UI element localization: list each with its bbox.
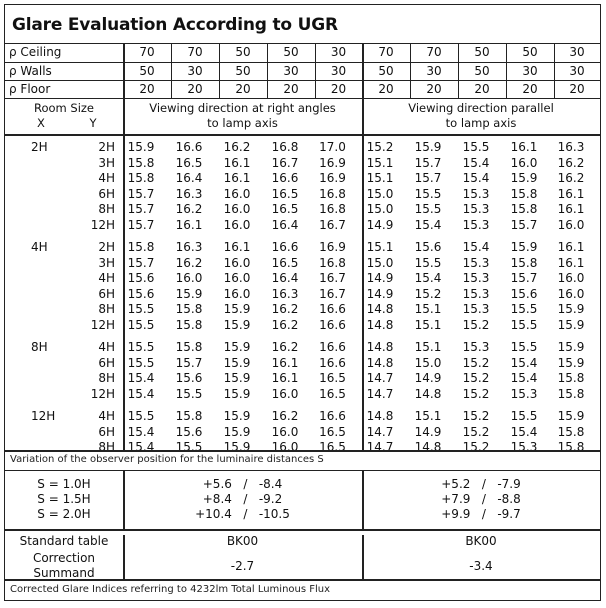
- ugr-value: 15.9: [557, 340, 585, 354]
- divider: [506, 43, 507, 98]
- ugr-value: 15.5: [510, 302, 538, 316]
- ugr-value: 15.7: [414, 171, 442, 185]
- ugr-value: 15.3: [462, 255, 490, 270]
- ugr-value: 15.6: [127, 271, 155, 285]
- ugr-value: 16.1: [557, 186, 585, 201]
- reflectance-value: 20: [330, 82, 347, 96]
- reflectance-value: 30: [522, 64, 538, 78]
- divider: [171, 43, 172, 98]
- ugr-value: 15.7: [510, 271, 538, 285]
- room-y-label: 12H: [90, 217, 115, 232]
- ugr-value: 15.2: [462, 371, 490, 385]
- divider: [315, 43, 316, 98]
- ugr-value: 16.5: [175, 155, 203, 170]
- ugr-value: 15.1: [366, 171, 394, 185]
- reflectance-value: 50: [235, 45, 251, 59]
- ugr-value: 16.1: [223, 240, 251, 254]
- ugr-value: 15.4: [127, 424, 155, 439]
- room-y-label: 8H: [98, 440, 115, 454]
- ugr-value: 15.5: [127, 340, 155, 354]
- standard-table-parallel: BK00: [465, 534, 497, 548]
- reflectance-label-floor: ρ Floor: [9, 82, 51, 96]
- ugr-value: 15.1: [366, 240, 394, 254]
- ugr-value: 15.3: [462, 271, 490, 285]
- room-size-x-header: X: [37, 116, 45, 130]
- ugr-value: 15.7: [175, 355, 203, 370]
- ugr-value: 15.6: [127, 286, 155, 301]
- room-y-label: 8H: [98, 202, 115, 216]
- ugr-value: 16.3: [557, 140, 585, 154]
- ugr-value: 15.8: [127, 155, 155, 170]
- ugr-value: 17.0: [319, 140, 346, 154]
- ugr-value: 15.3: [462, 217, 490, 232]
- ugr-value: 16.1: [557, 240, 585, 254]
- reflectance-value: 50: [139, 64, 155, 78]
- variation-right-angles: +10.4 / -10.5: [195, 507, 290, 521]
- footer-note: Corrected Glare Indices referring to 4232lm Total Luminous Flux: [10, 584, 331, 595]
- ugr-value: 16.4: [271, 217, 299, 232]
- ugr-value: 16.8: [319, 255, 346, 270]
- ugr-value: 15.5: [414, 255, 442, 270]
- ugr-value: 15.2: [462, 386, 490, 401]
- correction-parallel: -3.4: [469, 559, 493, 573]
- reflectance-value: 50: [474, 64, 490, 78]
- ugr-value: 16.6: [175, 140, 203, 154]
- room-x-label: 12H: [31, 409, 56, 423]
- ugr-value: 15.1: [414, 317, 442, 332]
- ugr-value: 16.0: [223, 217, 251, 232]
- reflectance-value: 70: [378, 45, 394, 59]
- ugr-value: 16.8: [271, 140, 299, 154]
- ugr-value: 15.5: [175, 386, 203, 401]
- ugr-value: 15.2: [462, 317, 490, 332]
- variation-caption: Variation of the observer position for the luminaire distances S: [10, 454, 324, 465]
- reflectance-value: 30: [330, 64, 347, 78]
- ugr-value: 15.0: [366, 186, 394, 201]
- variation-parallel: +7.9 / -8.8: [441, 492, 521, 506]
- ugr-value: 15.9: [127, 140, 155, 154]
- ugr-value: 15.4: [127, 386, 155, 401]
- ugr-value: 16.6: [319, 317, 346, 332]
- ugr-value: 16.9: [319, 171, 346, 185]
- ugr-value: 15.3: [510, 386, 538, 401]
- divider: [5, 470, 600, 471]
- correction-label-line2: Summand: [33, 566, 95, 580]
- ugr-value: 15.9: [510, 240, 538, 254]
- reflectance-value: 70: [426, 45, 442, 59]
- ugr-value: 15.2: [462, 424, 490, 439]
- variation-parallel: +9.9 / -9.7: [441, 507, 521, 521]
- ugr-value: 15.5: [462, 140, 490, 154]
- ugr-value: 16.4: [271, 271, 299, 285]
- right-angles-header-line1: Viewing direction at right angles: [149, 101, 336, 115]
- reflectance-value: 50: [378, 64, 394, 78]
- ugr-value: 15.6: [414, 240, 442, 254]
- reflectance-value: 20: [522, 82, 538, 96]
- ugr-value: 15.7: [127, 217, 155, 232]
- ugr-value: 16.0: [557, 286, 585, 301]
- reflectance-value: 50: [522, 45, 538, 59]
- reflectance-value: 20: [235, 82, 251, 96]
- room-y-label: 3H: [98, 155, 115, 170]
- ugr-value: 15.1: [414, 409, 442, 423]
- ugr-value: 16.1: [271, 355, 299, 370]
- divider: [5, 98, 600, 99]
- ugr-value: 15.6: [175, 424, 203, 439]
- ugr-value: 14.7: [366, 371, 394, 385]
- ugr-value: 15.7: [127, 255, 155, 270]
- ugr-value: 16.0: [223, 255, 251, 270]
- ugr-value: 14.9: [366, 217, 394, 232]
- correction-right-angles: -2.7: [230, 559, 255, 573]
- parallel-header-line2: to lamp axis: [445, 116, 517, 130]
- ugr-value: 16.5: [319, 424, 346, 439]
- ugr-value: 16.1: [223, 171, 251, 185]
- ugr-value: 15.5: [127, 317, 155, 332]
- divider: [458, 43, 459, 98]
- reflectance-value: 30: [569, 64, 585, 78]
- ugr-value: 15.4: [510, 355, 538, 370]
- ugr-value: 14.9: [414, 371, 442, 385]
- ugr-value: 16.1: [223, 155, 251, 170]
- ugr-value: 14.8: [366, 355, 394, 370]
- ugr-value: 15.8: [175, 409, 203, 423]
- ugr-value: 15.3: [462, 302, 490, 316]
- ugr-value: 15.9: [557, 355, 585, 370]
- ugr-value: 16.2: [223, 140, 251, 154]
- ugr-value: 15.8: [557, 424, 585, 439]
- ugr-value: 15.8: [557, 371, 585, 385]
- ugr-value: 16.6: [319, 302, 346, 316]
- reflectance-label-ceiling: ρ Ceiling: [9, 45, 62, 59]
- divider: [123, 470, 125, 529]
- ugr-value: 14.8: [366, 302, 394, 316]
- parallel-header-line1: Viewing direction parallel: [408, 101, 554, 115]
- ugr-value: 16.5: [319, 371, 346, 385]
- ugr-value: 15.5: [175, 440, 203, 454]
- ugr-value: 16.3: [271, 286, 299, 301]
- ugr-value: 14.9: [414, 424, 442, 439]
- ugr-value: 16.0: [510, 155, 538, 170]
- ugr-value: 15.8: [175, 340, 203, 354]
- ugr-value: 15.9: [223, 317, 251, 332]
- ugr-value: 14.7: [366, 424, 394, 439]
- ugr-value: 15.4: [462, 155, 490, 170]
- ugr-value: 15.9: [223, 340, 251, 354]
- divider: [123, 535, 125, 579]
- ugr-value: 16.5: [271, 202, 299, 216]
- ugr-value: 15.9: [557, 317, 585, 332]
- ugr-value: 15.4: [414, 271, 442, 285]
- ugr-value: 16.1: [510, 140, 538, 154]
- ugr-value: 16.0: [223, 286, 251, 301]
- divider: [219, 43, 220, 98]
- ugr-value: 16.7: [319, 286, 346, 301]
- ugr-value: 16.3: [175, 186, 203, 201]
- divider: [410, 43, 411, 98]
- ugr-value: 15.1: [414, 340, 442, 354]
- ugr-value: 15.5: [510, 340, 538, 354]
- reflectance-value: 30: [426, 64, 442, 78]
- reflectance-value: 20: [569, 82, 585, 96]
- room-size-header: Room Size: [33, 101, 94, 115]
- ugr-value: 15.9: [414, 140, 442, 154]
- ugr-value: 16.0: [271, 440, 299, 454]
- reflectance-value: 30: [187, 64, 203, 78]
- ugr-value: 15.0: [414, 355, 442, 370]
- room-y-label: 4H: [98, 271, 115, 285]
- reflectance-value: 70: [187, 45, 203, 59]
- ugr-value: 15.7: [510, 217, 538, 232]
- divider: [362, 535, 364, 579]
- ugr-value: 15.5: [510, 317, 538, 332]
- ugr-value: 15.2: [462, 409, 490, 423]
- ugr-value: 15.7: [414, 155, 442, 170]
- ugr-value: 15.2: [366, 140, 394, 154]
- reflectance-value: 30: [330, 45, 347, 59]
- reflectance-value: 50: [283, 45, 299, 59]
- ugr-value: 16.0: [271, 386, 299, 401]
- reflectance-value: 70: [139, 45, 155, 59]
- ugr-value: 16.2: [175, 202, 203, 216]
- ugr-value: 16.6: [271, 171, 299, 185]
- ugr-value: 14.7: [366, 386, 394, 401]
- ugr-value: 15.0: [366, 255, 394, 270]
- ugr-value: 16.5: [271, 186, 299, 201]
- ugr-value: 16.0: [557, 271, 585, 285]
- ugr-value: 15.3: [462, 340, 490, 354]
- room-x-label: 4H: [31, 240, 48, 254]
- reflectance-value: 20: [187, 82, 203, 96]
- room-y-label: 8H: [98, 371, 115, 385]
- divider: [5, 529, 600, 531]
- ugr-value: 15.4: [462, 171, 490, 185]
- ugr-value: 16.2: [557, 171, 585, 185]
- ugr-value: 15.2: [414, 286, 442, 301]
- ugr-value: 14.9: [366, 271, 394, 285]
- ugr-value: 16.6: [319, 355, 346, 370]
- variation-parallel: +5.2 / -7.9: [441, 477, 521, 491]
- ugr-value: 15.9: [223, 302, 251, 316]
- ugr-value: 15.8: [510, 202, 538, 216]
- room-y-label: 6H: [98, 186, 115, 201]
- ugr-value: 16.7: [319, 271, 346, 285]
- ugr-value: 15.5: [127, 302, 155, 316]
- ugr-value: 15.9: [223, 386, 251, 401]
- ugr-value: 16.0: [223, 186, 251, 201]
- ugr-value: 16.1: [271, 371, 299, 385]
- ugr-value: 15.9: [223, 424, 251, 439]
- room-y-label: 6H: [98, 286, 115, 301]
- room-x-label: 8H: [31, 340, 48, 354]
- ugr-value: 16.0: [271, 424, 299, 439]
- ugr-value: 15.8: [127, 171, 155, 185]
- standard-table-label: Standard table: [19, 534, 109, 548]
- ugr-value: 16.5: [319, 440, 346, 454]
- ugr-value: 15.8: [510, 186, 538, 201]
- divider: [5, 579, 600, 581]
- right-angles-header-line2: to lamp axis: [207, 116, 278, 130]
- distance-label: S = 2.0H: [37, 507, 91, 521]
- ugr-value: 16.4: [175, 171, 203, 185]
- reflectance-value: 20: [283, 82, 299, 96]
- ugr-table: [4, 4, 601, 601]
- ugr-value: 15.1: [366, 155, 394, 170]
- ugr-value: 16.0: [557, 217, 585, 232]
- ugr-value: 16.3: [175, 240, 203, 254]
- distance-label: S = 1.5H: [37, 492, 91, 506]
- ugr-value: 16.6: [319, 409, 346, 423]
- ugr-value: 15.9: [223, 440, 251, 454]
- ugr-value: 15.3: [462, 286, 490, 301]
- ugr-value: 15.8: [175, 317, 203, 332]
- caption-row-bg: [6, 452, 599, 470]
- ugr-value: 15.9: [510, 171, 538, 185]
- ugr-value: 15.4: [127, 440, 155, 454]
- ugr-value: 15.5: [127, 409, 155, 423]
- ugr-value: 16.2: [175, 255, 203, 270]
- ugr-value: 16.6: [271, 240, 299, 254]
- ugr-value: 15.4: [414, 217, 442, 232]
- page-title: Glare Evaluation According to UGR: [5, 5, 600, 44]
- room-y-label: 12H: [90, 317, 115, 332]
- ugr-value: 16.2: [557, 155, 585, 170]
- variation-right-angles: +8.4 / -9.2: [202, 492, 283, 506]
- ugr-value: 15.4: [127, 371, 155, 385]
- ugr-value: 16.2: [271, 409, 299, 423]
- ugr-value: 15.8: [175, 302, 203, 316]
- divider: [554, 43, 555, 98]
- room-y-label: 4H: [98, 409, 115, 423]
- room-y-label: 8H: [98, 302, 115, 316]
- ugr-value: 15.5: [414, 186, 442, 201]
- ugr-value: 15.3: [510, 440, 538, 454]
- room-size-y-header: Y: [89, 116, 97, 130]
- ugr-value: 15.5: [510, 409, 538, 423]
- ugr-value: 16.5: [319, 386, 346, 401]
- ugr-value: 15.9: [175, 286, 203, 301]
- ugr-value: 14.8: [414, 386, 442, 401]
- reflectance-value: 20: [378, 82, 394, 96]
- ugr-value: 16.0: [223, 202, 251, 216]
- ugr-value: 15.9: [223, 409, 251, 423]
- ugr-value: 16.1: [175, 217, 203, 232]
- ugr-value: 16.8: [319, 186, 346, 201]
- ugr-value: 15.9: [223, 371, 251, 385]
- ugr-value: 15.7: [127, 202, 155, 216]
- ugr-value: 16.7: [319, 217, 346, 232]
- ugr-value: 15.3: [462, 202, 490, 216]
- reflectance-value: 30: [569, 45, 585, 59]
- ugr-value: 15.4: [462, 240, 490, 254]
- ugr-value: 16.6: [319, 340, 346, 354]
- room-y-label: 3H: [98, 255, 115, 270]
- reflectance-value: 20: [474, 82, 490, 96]
- ugr-value: 16.9: [319, 240, 346, 254]
- room-y-label: 4H: [98, 340, 115, 354]
- room-y-label: 4H: [98, 171, 115, 185]
- ugr-value: 15.4: [510, 424, 538, 439]
- ugr-value: 15.8: [557, 440, 585, 454]
- ugr-value: 15.8: [557, 386, 585, 401]
- ugr-value: 15.0: [366, 202, 394, 216]
- room-y-label: 6H: [98, 355, 115, 370]
- ugr-value: 16.1: [557, 202, 585, 216]
- ugr-value: 15.6: [175, 371, 203, 385]
- ugr-value: 15.2: [462, 355, 490, 370]
- room-y-label: 12H: [90, 386, 115, 401]
- ugr-value: 15.9: [557, 409, 585, 423]
- ugr-value: 16.2: [271, 302, 299, 316]
- ugr-value: 16.7: [271, 155, 299, 170]
- reflectance-label-walls: ρ Walls: [9, 64, 52, 78]
- reflectance-value: 50: [235, 64, 251, 78]
- ugr-value: 15.8: [127, 240, 155, 254]
- divider: [267, 43, 268, 98]
- ugr-value: 16.5: [271, 255, 299, 270]
- reflectance-value: 50: [474, 45, 490, 59]
- reflectance-value: 30: [283, 64, 299, 78]
- room-x-label: 2H: [31, 140, 48, 154]
- ugr-value: 16.0: [223, 271, 251, 285]
- ugr-value: 14.8: [366, 317, 394, 332]
- ugr-value: 16.2: [271, 340, 299, 354]
- ugr-value: 16.2: [271, 317, 299, 332]
- variation-right-angles: +5.6 / -8.4: [202, 477, 283, 491]
- reflectance-value: 20: [139, 82, 155, 96]
- ugr-value: 14.7: [366, 440, 394, 454]
- room-y-label: 2H: [98, 140, 115, 154]
- room-y-label: 6H: [98, 424, 115, 439]
- ugr-value: 15.7: [127, 186, 155, 201]
- room-y-label: 2H: [98, 240, 115, 254]
- ugr-value: 15.1: [414, 302, 442, 316]
- ugr-value: 15.8: [510, 255, 538, 270]
- ugr-value: 15.9: [557, 302, 585, 316]
- ugr-value: 15.3: [462, 186, 490, 201]
- ugr-value: 16.0: [175, 271, 203, 285]
- reflectance-value: 20: [426, 82, 442, 96]
- standard-table-right-angles: BK00: [226, 534, 259, 548]
- ugr-value: 16.8: [319, 202, 346, 216]
- ugr-value: 16.9: [319, 155, 346, 170]
- ugr-value: 14.9: [366, 286, 394, 301]
- ugr-value: 14.8: [414, 440, 442, 454]
- correction-label-line1: Correction: [32, 551, 96, 565]
- ugr-value: 14.8: [366, 409, 394, 423]
- ugr-value: 15.6: [510, 286, 538, 301]
- ugr-value: 15.5: [414, 202, 442, 216]
- ugr-value: 15.5: [127, 355, 155, 370]
- ugr-value: 16.1: [557, 255, 585, 270]
- divider: [5, 134, 600, 136]
- ugr-value: 14.8: [366, 340, 394, 354]
- ugr-value: 15.2: [462, 440, 490, 454]
- divider: [362, 470, 364, 529]
- distance-label: S = 1.0H: [37, 477, 91, 491]
- ugr-value: 15.4: [510, 371, 538, 385]
- ugr-value: 15.9: [223, 355, 251, 370]
